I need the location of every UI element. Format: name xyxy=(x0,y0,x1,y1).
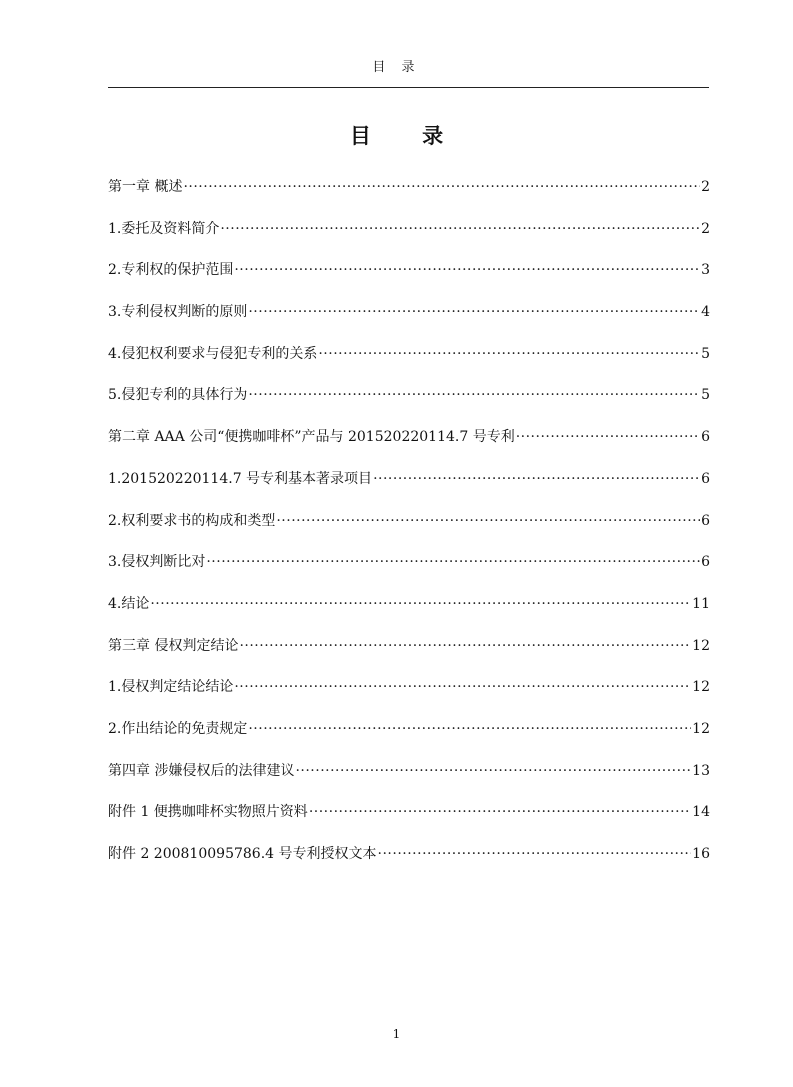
toc-entry-text[interactable]: 第一章 概述 xyxy=(108,179,183,195)
toc-dot-leader xyxy=(150,593,691,615)
toc-entry-text[interactable]: 第三章 侵权判定结论 xyxy=(108,637,239,654)
page-number: 1 xyxy=(392,1027,401,1041)
toc-dot-leader xyxy=(318,343,700,365)
toc-dot-leader xyxy=(378,843,692,865)
toc-entry-page[interactable]: 11 xyxy=(692,595,710,612)
toc-dot-leader xyxy=(220,218,700,240)
toc-entry[interactable] xyxy=(108,259,710,301)
toc-entry-page[interactable]: 6 xyxy=(701,429,710,446)
toc-entry-text[interactable]: 4.结论 xyxy=(108,595,150,612)
toc-entry[interactable] xyxy=(108,593,710,635)
toc-entry-page[interactable]: 6 xyxy=(701,512,710,529)
toc-dot-leader xyxy=(234,676,691,698)
toc-entry-page[interactable]: 5 xyxy=(701,345,710,362)
toc-entry-text[interactable]: 1.侵权判定结论结论 xyxy=(108,679,234,696)
toc-dot-leader xyxy=(276,510,700,532)
toc-dot-leader xyxy=(309,801,691,823)
toc-entry-text[interactable]: 附件 1 便携咖啡杯实物照片资料 xyxy=(108,804,308,821)
toc-entry-text[interactable]: 第四章 涉嫌侵权后的法律建议 xyxy=(108,762,295,779)
toc-entry-page[interactable]: 12 xyxy=(692,679,710,696)
toc-entry-page[interactable]: 12 xyxy=(692,720,710,737)
toc-dot-leader xyxy=(373,468,700,490)
toc-dot-leader xyxy=(295,760,691,782)
toc-entry-text[interactable]: 5.侵犯专利的具体行为 xyxy=(108,387,248,404)
toc-entry-page[interactable]: 2 xyxy=(701,220,710,237)
toc-entry-text[interactable]: 3.专利侵权判断的原则 xyxy=(108,304,248,321)
toc-dot-leader xyxy=(248,384,700,406)
toc-entry-page[interactable]: 6 xyxy=(701,554,710,571)
toc-dot-leader xyxy=(248,718,691,740)
toc-entry-page[interactable]: 12 xyxy=(692,637,710,654)
toc-entry[interactable] xyxy=(108,218,710,260)
toc-entry[interactable] xyxy=(108,384,710,426)
toc-entry[interactable] xyxy=(108,760,710,802)
toc-entry-page[interactable]: 5 xyxy=(701,387,710,404)
toc-entry[interactable] xyxy=(108,843,710,885)
toc-entry-page[interactable]: 2 xyxy=(701,179,710,195)
toc-entry-text[interactable]: 2.权利要求书的构成和类型 xyxy=(108,512,276,529)
header-divider xyxy=(108,87,709,88)
toc-entry-text[interactable]: 3.侵权判断比对 xyxy=(108,554,206,571)
toc-entry[interactable] xyxy=(108,718,710,760)
toc-entry-text[interactable]: 第二章 AAA 公司“便携咖啡杯”产品与 201520220114.7 号专利 xyxy=(108,429,515,446)
toc-dot-leader xyxy=(234,259,700,281)
toc-entry[interactable] xyxy=(108,176,710,218)
toc-entry-text[interactable]: 1.委托及资料简介 xyxy=(108,220,220,237)
toc-entry[interactable] xyxy=(108,551,710,593)
toc-dot-leader xyxy=(239,635,691,657)
toc-entry-page[interactable]: 16 xyxy=(692,846,710,862)
toc-entry-text[interactable]: 附件 2 200810095786.4 号专利授权文本 xyxy=(108,846,377,862)
toc-entry[interactable] xyxy=(108,801,710,843)
toc-dot-leader xyxy=(248,301,700,323)
toc-title: 目 录 xyxy=(349,123,466,148)
toc-entry[interactable] xyxy=(108,635,710,677)
toc-entry-text[interactable]: 2.作出结论的免责规定 xyxy=(108,720,248,737)
toc-entry-page[interactable]: 4 xyxy=(701,304,710,321)
toc-entry[interactable] xyxy=(108,468,710,510)
toc-entry[interactable] xyxy=(108,343,710,385)
toc-entry[interactable] xyxy=(108,301,710,343)
toc-entry-page[interactable]: 13 xyxy=(692,762,710,779)
toc-dot-leader xyxy=(516,426,700,448)
toc-entry-text[interactable]: 2.专利权的保护范围 xyxy=(108,262,234,279)
toc-dot-leader xyxy=(206,551,700,573)
toc-entry-page[interactable]: 3 xyxy=(701,262,710,279)
toc-entry[interactable] xyxy=(108,510,710,552)
toc-entry-text[interactable]: 1.201520220114.7 号专利基本著录项目 xyxy=(108,470,373,487)
toc-dot-leader xyxy=(183,176,700,198)
toc-entry[interactable] xyxy=(108,676,710,718)
toc-list xyxy=(108,176,710,885)
running-header: 目 录 xyxy=(372,60,421,75)
toc-entry-page[interactable]: 14 xyxy=(692,804,710,821)
toc-entry-page[interactable]: 6 xyxy=(701,470,710,487)
toc-entry[interactable] xyxy=(108,426,710,468)
toc-entry-text[interactable]: 4.侵犯权利要求与侵犯专利的关系 xyxy=(108,345,318,362)
